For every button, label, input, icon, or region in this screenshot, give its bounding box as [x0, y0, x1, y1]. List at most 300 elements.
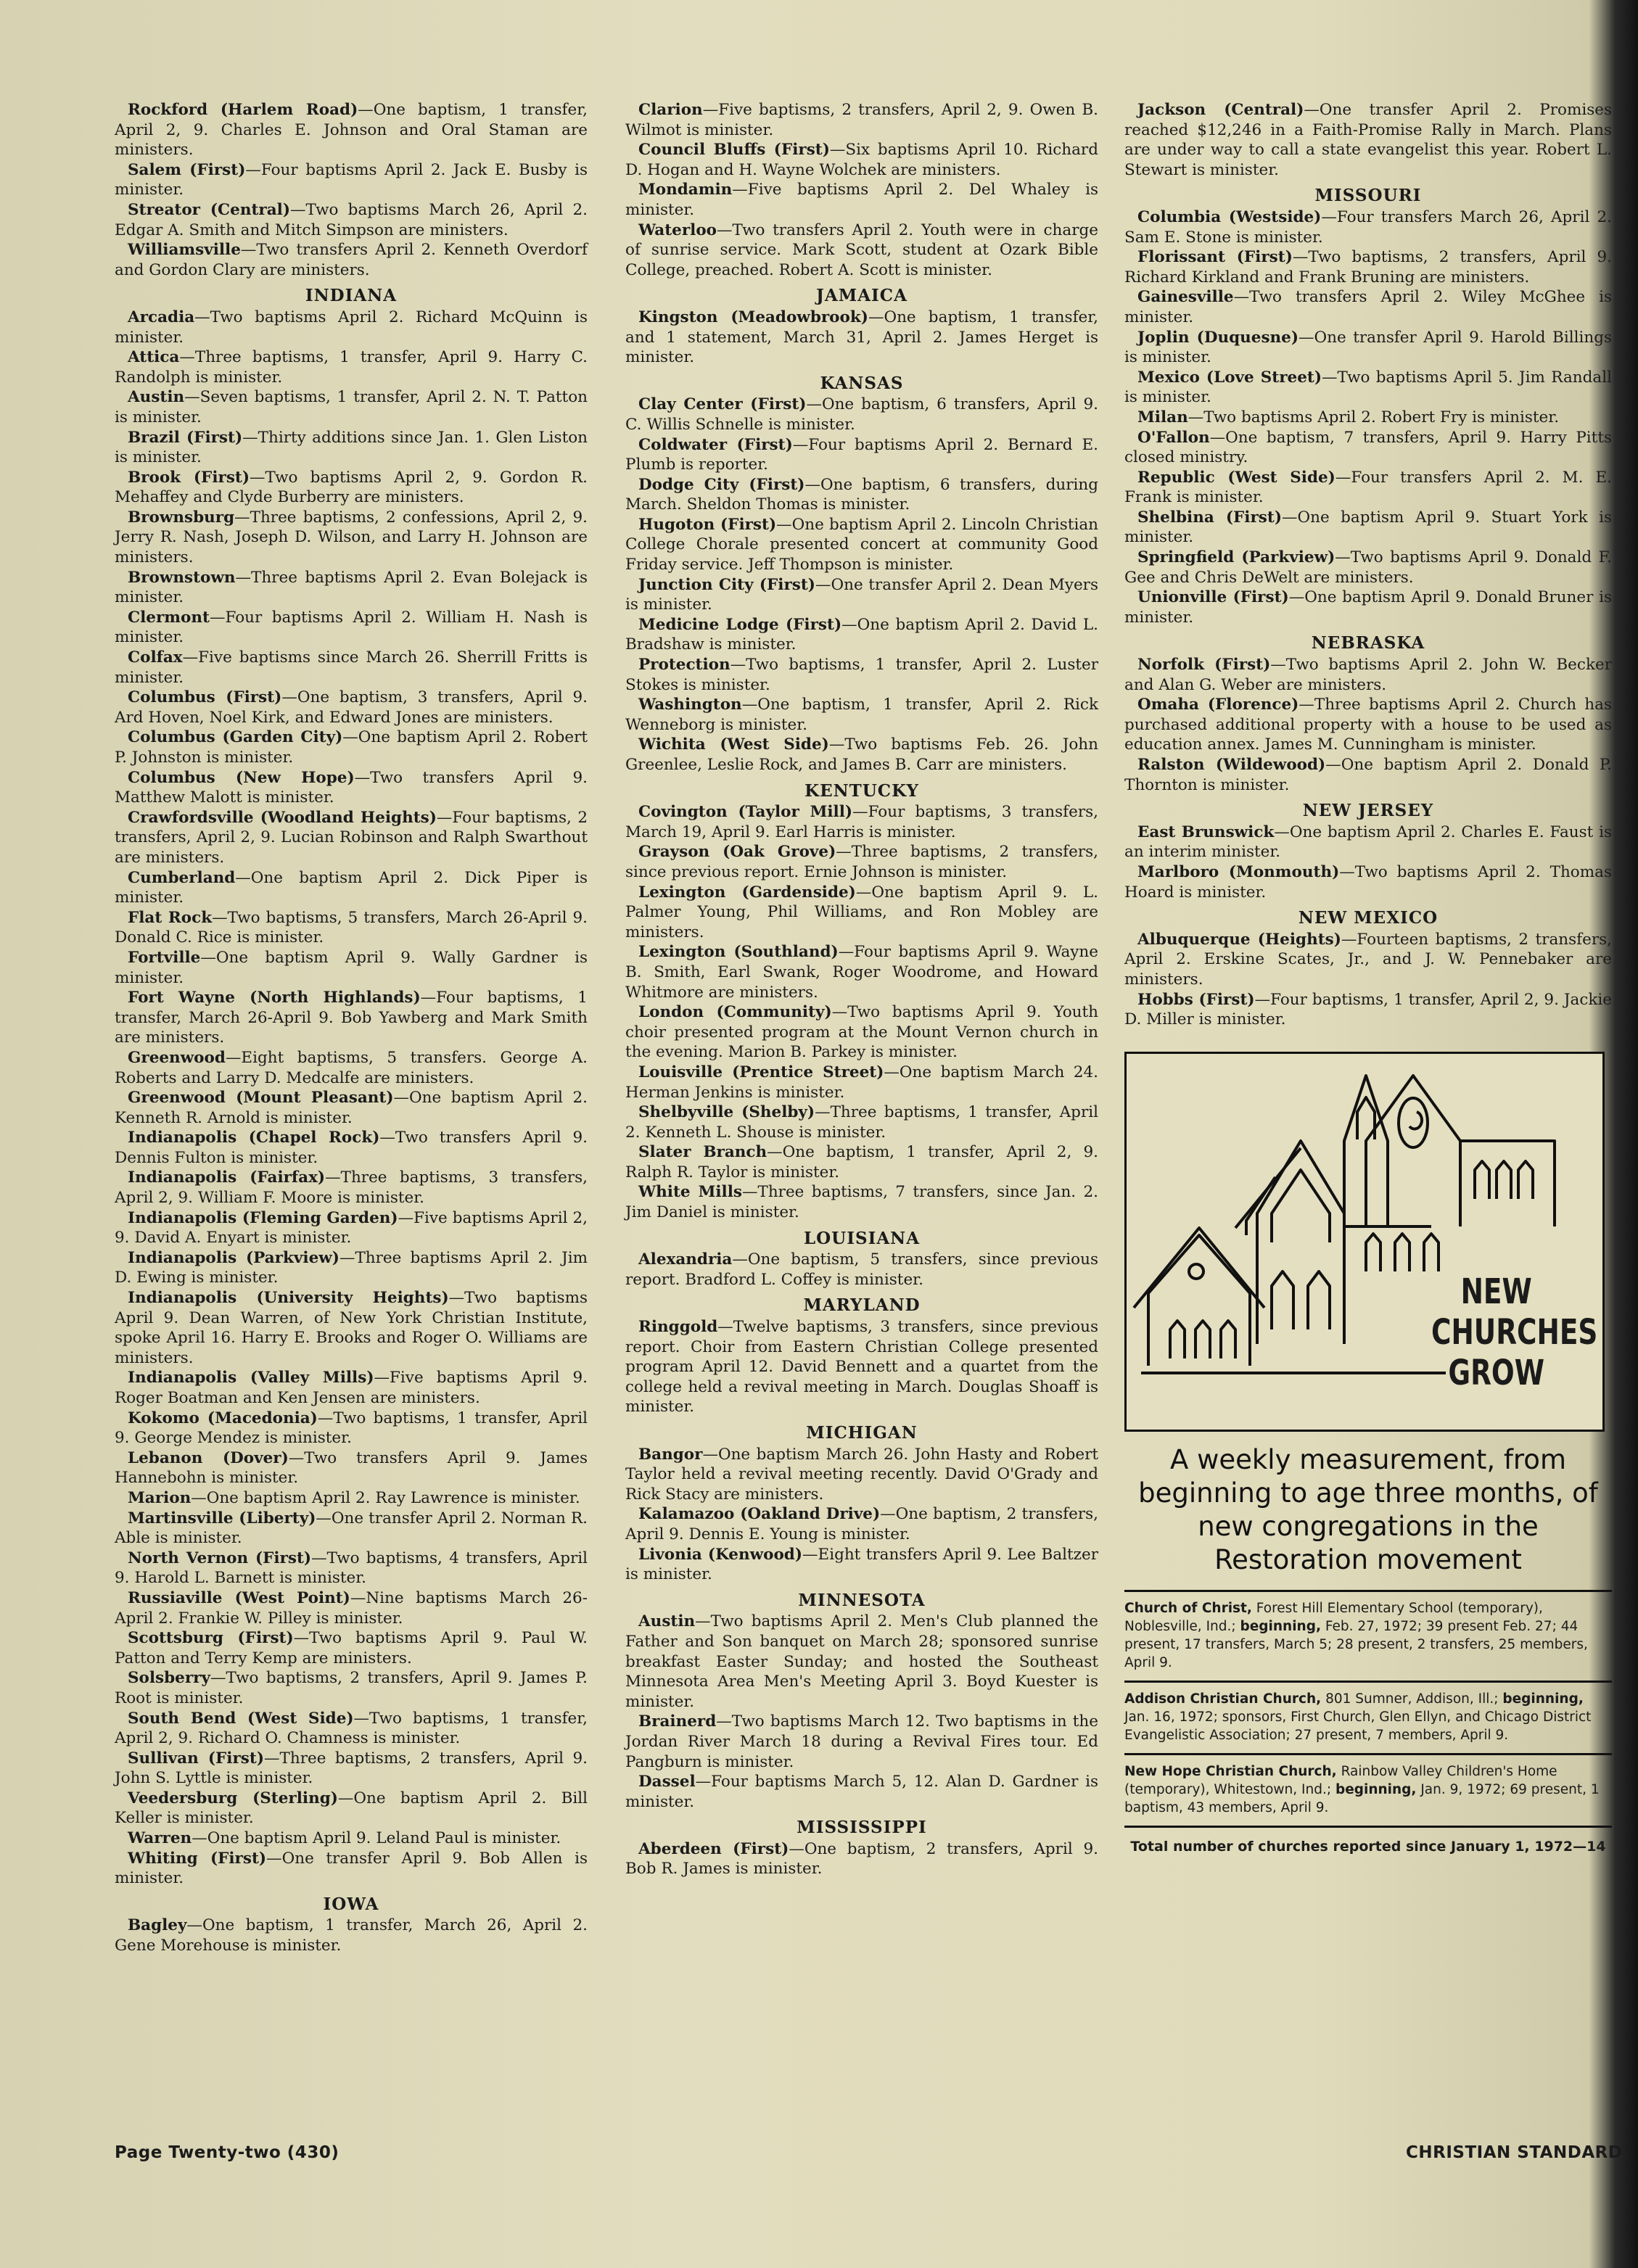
church-location: Marion — [128, 1488, 192, 1507]
logo-line-grow: GROW — [1448, 1352, 1545, 1393]
report-text: —Two baptisms April 5. Jim Randall is minister. — [1124, 368, 1612, 407]
column-right-entries — [1124, 100, 1612, 1030]
report-text: —One baptism April 2. Ray Lawrence is minister. — [191, 1488, 580, 1507]
report-text: —Two transfers April 9. James Hannebohn is minister. — [115, 1448, 588, 1488]
church-report — [625, 1839, 1098, 1879]
new-church-details: Jan. 9, 1972; 69 present, 1 baptism, 43 members, April 9. — [1124, 1781, 1600, 1815]
church-location: Clarion — [638, 101, 703, 119]
church-location: Bangor — [638, 1445, 703, 1464]
report-text: —Nine baptisms March 26-April 2. Frankie W. Pilley is minister. — [115, 1588, 588, 1628]
state-heading: KENTUCKY — [804, 780, 919, 801]
church-location: Columbia (Westside) — [1137, 207, 1322, 226]
report-text: —One transfer April 2. Norman R. Able is minister. — [115, 1509, 588, 1548]
church-report — [115, 1488, 588, 1509]
church-report — [625, 802, 1098, 842]
church-location: Kalamazoo (Oakland Drive) — [638, 1505, 881, 1524]
report-text: —Two baptisms, 1 transfer, April 2, 9. Richard O. Chamness is minister. — [115, 1709, 588, 1748]
state-heading: MISSISSIPPI — [797, 1818, 927, 1838]
logo-line-churches: CHURCHES — [1431, 1311, 1598, 1353]
church-location: Florissant (First) — [1137, 248, 1293, 267]
report-text: —One baptism April 9. Stuart York is minister. — [1124, 508, 1612, 547]
report-text: —Four baptisms, 2 transfers, April 2, 9. Lucian Robinson and Ralph Swarthout are ministers. — [115, 808, 588, 867]
church-location: Springfield (Parkview) — [1137, 548, 1335, 567]
church-location: Hobbs (First) — [1137, 990, 1255, 1009]
church-location: Republic (West Side) — [1137, 468, 1335, 487]
report-text: —Three baptisms, 3 transfers, April 2, 9. William F. Moore is minister. — [115, 1168, 588, 1208]
church-location: Bagley — [128, 1916, 187, 1935]
church-location: Whiting (First) — [128, 1849, 267, 1868]
report-text: —Two baptisms, 4 transfers, April 9. Harold L. Barnett is minister. — [115, 1549, 588, 1588]
church-location: Brainerd — [638, 1712, 717, 1731]
church-report — [115, 1549, 588, 1588]
church-location: Crawfordsville (Woodland Heights) — [128, 808, 437, 827]
report-text: —One baptism April 2. David L. Bradshaw is minister. — [625, 615, 1099, 654]
report-text: —One baptism April 2. Kenneth R. Arnold is minister. — [115, 1089, 588, 1127]
state-heading: LOUISIANA — [803, 1228, 921, 1248]
church-report — [115, 1448, 588, 1488]
new-church-name: Church of Christ, — [1124, 1600, 1252, 1616]
church-report — [1124, 695, 1612, 755]
logo-line-new: NEW — [1460, 1271, 1532, 1312]
church-report — [625, 308, 1098, 368]
state-heading: MICHIGAN — [806, 1423, 918, 1443]
church-location: Livonia (Kenwood) — [638, 1545, 802, 1564]
church-report — [115, 1749, 588, 1789]
church-location: Indianapolis (Parkview) — [128, 1248, 339, 1267]
church-location: Marlboro (Monmouth) — [1137, 862, 1340, 881]
church-report — [115, 568, 588, 608]
report-text: —One baptism March 24. Herman Jenkins is minister. — [625, 1063, 1098, 1102]
church-report — [625, 1504, 1098, 1544]
report-text: —Eight transfers April 9. Lee Baltzer is minister. — [625, 1545, 1098, 1584]
church-report — [115, 160, 588, 200]
church-location: Coldwater (First) — [638, 435, 793, 454]
church-report — [625, 1545, 1098, 1585]
church-report — [625, 883, 1098, 943]
column-right — [1124, 100, 1612, 1856]
report-text: —One baptism April 2. Donald P. Thornton is minister. — [1124, 756, 1612, 794]
church-report — [115, 1709, 588, 1749]
church-location: Medicine Lodge (First) — [638, 615, 842, 634]
church-location: Gainesville — [1137, 288, 1234, 307]
church-location: Colfax — [128, 648, 183, 667]
church-report — [115, 347, 588, 387]
report-text: —Two transfers April 9. Dennis Fulton is minister. — [115, 1129, 588, 1167]
report-text: —One baptism, 2 transfers, April 9. Dennis E. Young is minister. — [625, 1505, 1099, 1543]
church-report — [1124, 822, 1612, 862]
church-location: Shelbina (First) — [1137, 508, 1283, 527]
new-church-details: Jan. 16, 1972; sponsors, First Church, Glen Ellyn, and Chicago District Evangelistic Association; 27 present, 7 members, April 9. — [1124, 1709, 1592, 1743]
report-text: —One transfer April 2. Promises reached $12,246 in a Faith-Promise Rally in March. Plans are under way to call a state evangelist this year. Robert L. Stewart is minister. — [1124, 101, 1612, 179]
report-text: —Two transfers April 9. Matthew Malott is minister. — [115, 768, 588, 807]
report-text: —One baptism, 6 transfers, April 9. C. Willis Schnelle is minister. — [625, 395, 1098, 434]
report-text: —Two transfers April 2. Kenneth Overdorf and Gordon Clary are ministers. — [115, 241, 588, 279]
report-text: —Two baptisms, 1 transfer, April 9. George Mendez is minister. — [115, 1409, 588, 1448]
church-location: Columbus (New Hope) — [128, 768, 355, 787]
church-location: Greenwood — [128, 1048, 226, 1067]
report-text: —Fourteen baptisms, 2 transfers, April 2. Erskine Scates, Jr., and J. W. Pennebaker are ministers. — [1124, 930, 1612, 989]
beginning-label: beginning, — [1240, 1618, 1321, 1634]
report-text: —One baptism, 5 transfers, since previous report. Bradford L. Coffey is minister. — [625, 1250, 1098, 1289]
church-location: Salem (First) — [128, 160, 246, 179]
report-text: —Thirty additions since Jan. 1. Glen Liston is minister. — [115, 428, 588, 467]
church-report — [115, 1288, 588, 1368]
church-location: Austin — [128, 388, 185, 407]
church-location: Streator (Central) — [128, 200, 291, 219]
report-text: —One baptism April 9. Donald Bruner is minister. — [1124, 588, 1613, 627]
logo-text — [1431, 1271, 1598, 1393]
report-text: —Two baptisms, 2 transfers, April 9. Richard Kirkland and Frank Bruning are ministers. — [1124, 248, 1613, 286]
church-report — [625, 475, 1098, 515]
report-text: —One baptism, 1 transfer, March 26, April 2. Gene Morehouse is minister. — [115, 1916, 588, 1955]
report-text: —Two baptisms, 1 transfer, April 2. Luster Stokes is minister. — [625, 656, 1098, 694]
church-report — [115, 648, 588, 688]
church-report — [625, 942, 1098, 1002]
report-text: —Four baptisms April 9. Wayne B. Smith, Earl Swank, Roger Woodrome, and Howard Whitmore are ministers. — [625, 943, 1098, 1002]
report-text: —Three baptisms, 7 transfers, since Jan. 2. Jim Daniel is minister. — [625, 1183, 1098, 1222]
new-churches-logo — [1124, 1052, 1605, 1432]
church-location: Norfolk (First) — [1137, 656, 1271, 675]
church-report — [115, 948, 588, 988]
church-report — [625, 655, 1098, 695]
state-heading: JAMAICA — [816, 286, 908, 306]
church-report — [625, 1142, 1098, 1182]
church-report — [625, 1002, 1098, 1063]
church-report — [625, 180, 1098, 220]
church-location: Waterloo — [638, 220, 717, 239]
church-report — [115, 1588, 588, 1628]
church-location: Brownsburg — [128, 508, 235, 527]
church-location: Shelbyville (Shelby) — [638, 1103, 815, 1122]
church-report — [115, 688, 588, 727]
report-text: —Five baptisms April 2. Del Whaley is minister. — [625, 181, 1098, 219]
report-text: —One transfer April 9. Harold Billings is minister. — [1124, 328, 1612, 367]
church-location: Protection — [638, 656, 730, 675]
report-text: —Two baptisms Feb. 26. John Greenlee, Leslie Rock, and James B. Carr are ministers. — [625, 735, 1098, 774]
church-report — [1124, 408, 1612, 428]
report-text: —Two baptisms April 2. Thomas Hoard is minister. — [1124, 862, 1612, 902]
report-text: —Four baptisms, 3 transfers, March 19, April 9. Earl Harris is minister. — [625, 803, 1098, 841]
report-text: —One baptism, 1 transfer, April 2. Rick Wenneborg is minister. — [625, 696, 1098, 734]
church-report — [115, 1509, 588, 1549]
report-text: —Three baptisms April 2. Jim D. Ewing is minister. — [115, 1248, 588, 1287]
church-report — [115, 387, 588, 427]
report-text: —Three baptisms April 2. Evan Bolejack is minister. — [115, 568, 588, 607]
church-report — [625, 575, 1098, 615]
church-location: Ralston (Wildewood) — [1137, 756, 1326, 774]
church-location: Council Bluffs (First) — [638, 141, 830, 160]
church-report — [1124, 862, 1612, 902]
church-location: Grayson (Oak Grove) — [638, 843, 836, 862]
church-location: Junction City (First) — [638, 575, 815, 594]
report-text: —One baptism April 2. Lincoln Christian College Chorale presented concert at community Good Friday service. Jeff Thompson is minister. — [625, 515, 1098, 574]
report-text: —One baptism March 26. John Hasty and Robert Taylor held a revival meeting recently. David O'Grady and Rick Stacy are ministers. — [625, 1445, 1098, 1504]
church-report — [625, 220, 1098, 281]
church-location: Clay Center (First) — [638, 395, 807, 414]
magazine-name: CHRISTIAN STANDARD — [1406, 2143, 1623, 2162]
report-text: —One baptism, 1 transfer, April 2, 9. Ralph R. Taylor is minister. — [625, 1143, 1098, 1182]
church-location: Brook (First) — [128, 468, 250, 487]
church-location: Warren — [128, 1829, 192, 1848]
church-report — [1124, 428, 1612, 468]
church-location: Kokomo (Macedonia) — [128, 1409, 318, 1427]
church-report — [1124, 328, 1612, 368]
church-report — [115, 1168, 588, 1208]
report-text: —One baptism April 2. Bill Keller is minister. — [115, 1789, 588, 1828]
state-heading: IOWA — [323, 1894, 379, 1914]
church-report — [1124, 247, 1612, 287]
church-report — [115, 508, 588, 568]
report-text: —Four baptisms April 2. Jack E. Busby is minister. — [115, 160, 588, 199]
report-text: —Four baptisms, 1 transfer, March 26-April 9. Bob Yawberg and Mark Smith are ministers. — [115, 989, 588, 1047]
church-report — [115, 1409, 588, 1448]
church-location: Dodge City (First) — [638, 475, 805, 494]
report-text: —Four baptisms April 2. William H. Nash is minister. — [115, 608, 588, 647]
new-church-location: Forest Hill Elementary School (temporary), Noblesville, Ind.; — [1124, 1600, 1543, 1634]
church-location: Austin — [638, 1612, 696, 1631]
church-location: Albuquerque (Heights) — [1137, 930, 1341, 949]
church-report — [115, 1668, 588, 1708]
church-location: Dassel — [638, 1773, 696, 1791]
church-location: Hugoton (First) — [638, 515, 777, 534]
church-report — [115, 1248, 588, 1288]
church-report — [625, 1250, 1098, 1290]
report-text: —Four baptisms April 2. Bernard E. Plumb is reporter. — [625, 435, 1099, 474]
church-location: Williamsville — [128, 241, 241, 260]
report-text: —One baptism April 9. Leland Paul is minister. — [192, 1829, 561, 1848]
church-location: Indianapolis (Fleming Garden) — [128, 1208, 398, 1227]
new-church-location: Rainbow Valley Children's Home (temporary), Whitestown, Ind.; — [1124, 1763, 1557, 1797]
state-heading: INDIANA — [305, 286, 398, 306]
report-text: —Three baptisms, 2 confessions, April 2, 9. Jerry R. Nash, Joseph D. Wilson, and Larry H. Johnson are ministers. — [115, 508, 588, 567]
church-location: Lexington (Gardenside) — [638, 883, 856, 902]
report-text: —Two baptisms April 2. John W. Becker and Alan G. Weber are ministers. — [1124, 656, 1612, 694]
state-heading: NEBRASKA — [1311, 633, 1425, 653]
church-location: Fortville — [128, 948, 201, 967]
report-text: —Two baptisms, 2 transfers, April 9. James P. Root is minister. — [115, 1669, 588, 1707]
church-report — [115, 868, 588, 908]
church-report — [115, 808, 588, 868]
report-text: —Two baptisms April 9. Youth choir presented program at the Mount Vernon church in the evening. Marion B. Parkey is minister. — [625, 1003, 1098, 1062]
church-report — [1124, 990, 1612, 1030]
church-location: Scottsburg (First) — [128, 1629, 294, 1648]
column-middle — [625, 100, 1098, 1879]
church-location: Wichita (West Side) — [638, 735, 829, 754]
total-churches: Total number of churches reported since January 1, 1972—14 — [1130, 1838, 1606, 1855]
church-report — [625, 100, 1098, 140]
church-report — [1124, 930, 1612, 990]
church-report — [115, 1789, 588, 1828]
church-report — [625, 1102, 1098, 1142]
church-location: Lebanon (Dover) — [128, 1448, 289, 1467]
church-report — [1124, 100, 1612, 180]
church-report — [1124, 508, 1612, 548]
church-location: Indianapolis (Fairfax) — [128, 1168, 326, 1187]
report-text: —Two baptisms March 12. Two baptisms in the Jordan River March 18 during a Revival Fires tour. Ed Pangburn is minister. — [625, 1712, 1098, 1771]
church-report — [115, 768, 588, 808]
state-heading: MARYLAND — [803, 1295, 921, 1316]
church-report — [115, 468, 588, 508]
church-report — [1124, 755, 1612, 795]
church-location: Columbus (First) — [128, 688, 282, 707]
new-church-entry — [1124, 1755, 1612, 1828]
report-text: —Five baptisms, 2 transfers, April 2, 9. Owen B. Wilmot is minister. — [625, 101, 1098, 139]
church-location: Indianapolis (Chapel Rock) — [128, 1129, 380, 1147]
church-list — [1124, 1592, 1612, 1828]
church-report — [625, 695, 1098, 735]
report-text: —Eight baptisms, 5 transfers. George A. Roberts and Larry D. Medcalfe are ministers. — [115, 1048, 588, 1087]
report-text: —One baptism April 2. Charles E. Faust is an interim minister. — [1124, 822, 1612, 862]
church-report — [625, 1712, 1098, 1772]
report-text: —Two baptisms April 2. Richard McQuinn is minister. — [115, 308, 588, 347]
church-report — [115, 1849, 588, 1889]
church-report — [115, 308, 588, 347]
church-report — [625, 1317, 1098, 1417]
church-location: Brazil (First) — [128, 428, 243, 447]
church-report — [625, 615, 1098, 655]
church-location: Milan — [1137, 408, 1188, 426]
report-text: —One baptism April 2. Dick Piper is minister. — [115, 868, 588, 907]
state-heading: NEW MEXICO — [1298, 908, 1439, 928]
church-location: Mexico (Love Street) — [1137, 368, 1322, 387]
state-heading: KANSAS — [820, 373, 904, 393]
state-heading: MINNESOTA — [798, 1590, 926, 1610]
report-text: —Four baptisms March 5, 12. Alan D. Gardner is minister. — [625, 1773, 1098, 1811]
church-report — [115, 1208, 588, 1248]
report-text: —Five baptisms April 9. Roger Boatman and Ken Jensen are ministers. — [115, 1369, 588, 1407]
report-text: —One baptism, 6 transfers, during March. Sheldon Thomas is minister. — [625, 475, 1098, 514]
report-text: —One baptism April 9. L. Palmer Young, Phil Williams, and Ron Mobley are ministers. — [625, 883, 1098, 941]
report-text: —Two baptisms April 2. Men's Club planned the Father and Son banquet on March 28; sponsored sunrise breakfast Easter Sunday; and hosted the Southeast Minnesota Area Men's Meeting April 3. Boyd Kuester is minister. — [625, 1612, 1098, 1711]
church-location: Lexington (Southland) — [638, 943, 839, 962]
church-report — [1124, 548, 1612, 587]
church-report — [115, 100, 588, 160]
church-report — [115, 1828, 588, 1849]
new-church-name: Addison Christian Church, — [1124, 1691, 1322, 1707]
church-location: Unionville (First) — [1137, 588, 1289, 607]
church-report — [1124, 655, 1612, 695]
report-text: —Two baptisms April 9. Paul W. Patton and Terry Kemp are ministers. — [115, 1629, 588, 1667]
church-report — [115, 428, 588, 468]
church-location: East Brunswick — [1137, 822, 1275, 841]
church-location: Cumberland — [128, 868, 236, 887]
church-location: Covington (Taylor Mill) — [638, 803, 853, 822]
church-location: Kingston (Meadowbrook) — [638, 308, 868, 326]
church-report — [1124, 368, 1612, 408]
report-text: —Three baptisms, 2 transfers, since previous report. Ernie Johnson is minister. — [625, 843, 1098, 881]
church-location: Flat Rock — [128, 908, 213, 927]
church-location: Arcadia — [128, 308, 195, 326]
report-text: —Seven baptisms, 1 transfer, April 2. N. T. Patton is minister. — [115, 388, 588, 426]
new-church-name: New Hope Christian Church, — [1124, 1763, 1337, 1779]
new-church-entry — [1124, 1683, 1612, 1755]
report-text: —Three baptisms, 2 transfers, April 9. John S. Lyttle is minister. — [115, 1749, 588, 1788]
church-location: Fort Wayne (North Highlands) — [128, 989, 421, 1007]
report-text: —Three baptisms, 1 transfer, April 9. Harry C. Randolph is minister. — [115, 348, 588, 387]
church-location: Veedersburg (Sterling) — [128, 1789, 338, 1807]
report-text: —Four transfers March 26, April 2. Sam E. Stone is minister. — [1124, 207, 1612, 247]
church-location: Joplin (Duquesne) — [1137, 328, 1299, 347]
new-church-location: 801 Sumner, Addison, Ill.; — [1321, 1691, 1503, 1707]
church-report — [625, 515, 1098, 575]
church-location: Martinsville (Liberty) — [128, 1509, 316, 1527]
church-location: Slater Branch — [638, 1143, 767, 1162]
church-report — [625, 1772, 1098, 1812]
report-text: —Five baptisms since March 26. Sherrill Fritts is minister. — [115, 648, 588, 687]
church-report — [625, 435, 1098, 475]
church-location: Clermont — [128, 608, 210, 627]
church-location: London (Community) — [638, 1003, 832, 1022]
report-text: —Four baptisms, 1 transfer, April 2, 9. Jackie D. Miller is minister. — [1124, 990, 1612, 1029]
church-report — [625, 735, 1098, 775]
church-location: Jackson (Central) — [1137, 101, 1304, 119]
report-text: —Four transfers April 2. M. E. Frank is minister. — [1124, 468, 1612, 507]
report-text: —Two baptisms April 2, 9. Gordon R. Mehaffey and Clyde Burberry are ministers. — [115, 468, 588, 507]
church-report — [115, 240, 588, 280]
church-report — [115, 1048, 588, 1088]
report-text: —Three baptisms April 2. Church has purchased additional property with a house to be used as education annex. James M. Cunningham is minister. — [1124, 696, 1612, 754]
report-text: —One baptism, 1 transfer, and 1 statement, March 31, April 2. James Herget is minister. — [625, 308, 1098, 367]
church-report — [625, 140, 1098, 180]
church-location: O'Fallon — [1137, 428, 1210, 447]
church-report — [1124, 287, 1612, 327]
report-text: —One transfer April 9. Bob Allen is minister. — [115, 1849, 588, 1888]
church-location: Brownstown — [128, 568, 236, 587]
church-location: Alexandria — [638, 1250, 733, 1269]
church-report — [625, 1445, 1098, 1505]
church-location: White Mills — [638, 1183, 742, 1202]
church-report — [625, 1612, 1098, 1712]
church-report — [115, 1128, 588, 1168]
church-report — [115, 1088, 588, 1128]
report-text: —One baptism April 2. Robert P. Johnston is minister. — [115, 728, 588, 767]
new-church-details: Feb. 27, 1972; 39 present Feb. 27; 44 present, 17 transfers, March 5; 28 present, 2 transfers, 25 members, April 9. — [1124, 1618, 1588, 1670]
church-location: Solsberry — [128, 1669, 210, 1688]
state-heading: NEW JERSEY — [1302, 801, 1434, 821]
church-report — [625, 1063, 1098, 1102]
church-location: Indianapolis (Valley Mills) — [128, 1369, 374, 1387]
church-location: Rockford (Harlem Road) — [128, 101, 358, 119]
church-report — [115, 727, 588, 767]
church-location: Russiaville (West Point) — [128, 1588, 350, 1607]
church-report — [115, 1368, 588, 1408]
church-location: Ringgold — [638, 1318, 718, 1337]
state-heading: MISSOURI — [1314, 186, 1422, 206]
church-location: Columbus (Garden City) — [128, 728, 343, 747]
church-report — [1124, 587, 1612, 627]
new-churches-feature — [1124, 1052, 1612, 1856]
report-text: —Five baptisms April 2, 9. David A. Enyart is minister. — [115, 1208, 588, 1248]
beginning-label: beginning, — [1335, 1781, 1417, 1797]
report-text: —One baptism, 7 transfers, April 9. Harry Pitts closed ministry. — [1124, 428, 1612, 467]
church-location: North Vernon (First) — [128, 1549, 312, 1567]
report-text: —Twelve baptisms, 3 transfers, since previous report. Choir from Eastern Christian College presented program April 12. David Bennett and a quartet from the college held a revival meeting in March. Douglas Shoaff is minister. — [625, 1318, 1098, 1417]
church-location: Greenwood (Mount Pleasant) — [128, 1089, 394, 1108]
church-report — [625, 395, 1098, 434]
church-location: Sullivan (First) — [128, 1749, 265, 1768]
church-location: Omaha (Florence) — [1137, 696, 1299, 714]
report-text: —Two transfers April 2. Wiley McGhee is minister. — [1124, 288, 1612, 326]
church-report — [115, 1628, 588, 1668]
church-location: Attica — [128, 348, 180, 367]
report-text: —One transfer April 2. Dean Myers is minister. — [625, 575, 1098, 614]
report-text: —Two transfers April 2. Youth were in charge of sunrise service. Mark Scott, student at Ozark Bible College, preached. Robert A. Scott is minister. — [625, 220, 1098, 279]
church-report — [625, 1182, 1098, 1222]
church-report — [115, 908, 588, 948]
report-text: —Two baptisms, 5 transfers, March 26-April 9. Donald C. Rice is minister. — [115, 908, 588, 947]
report-text: —One baptism April 9. Wally Gardner is minister. — [115, 948, 588, 987]
beginning-label: beginning, — [1502, 1691, 1584, 1707]
